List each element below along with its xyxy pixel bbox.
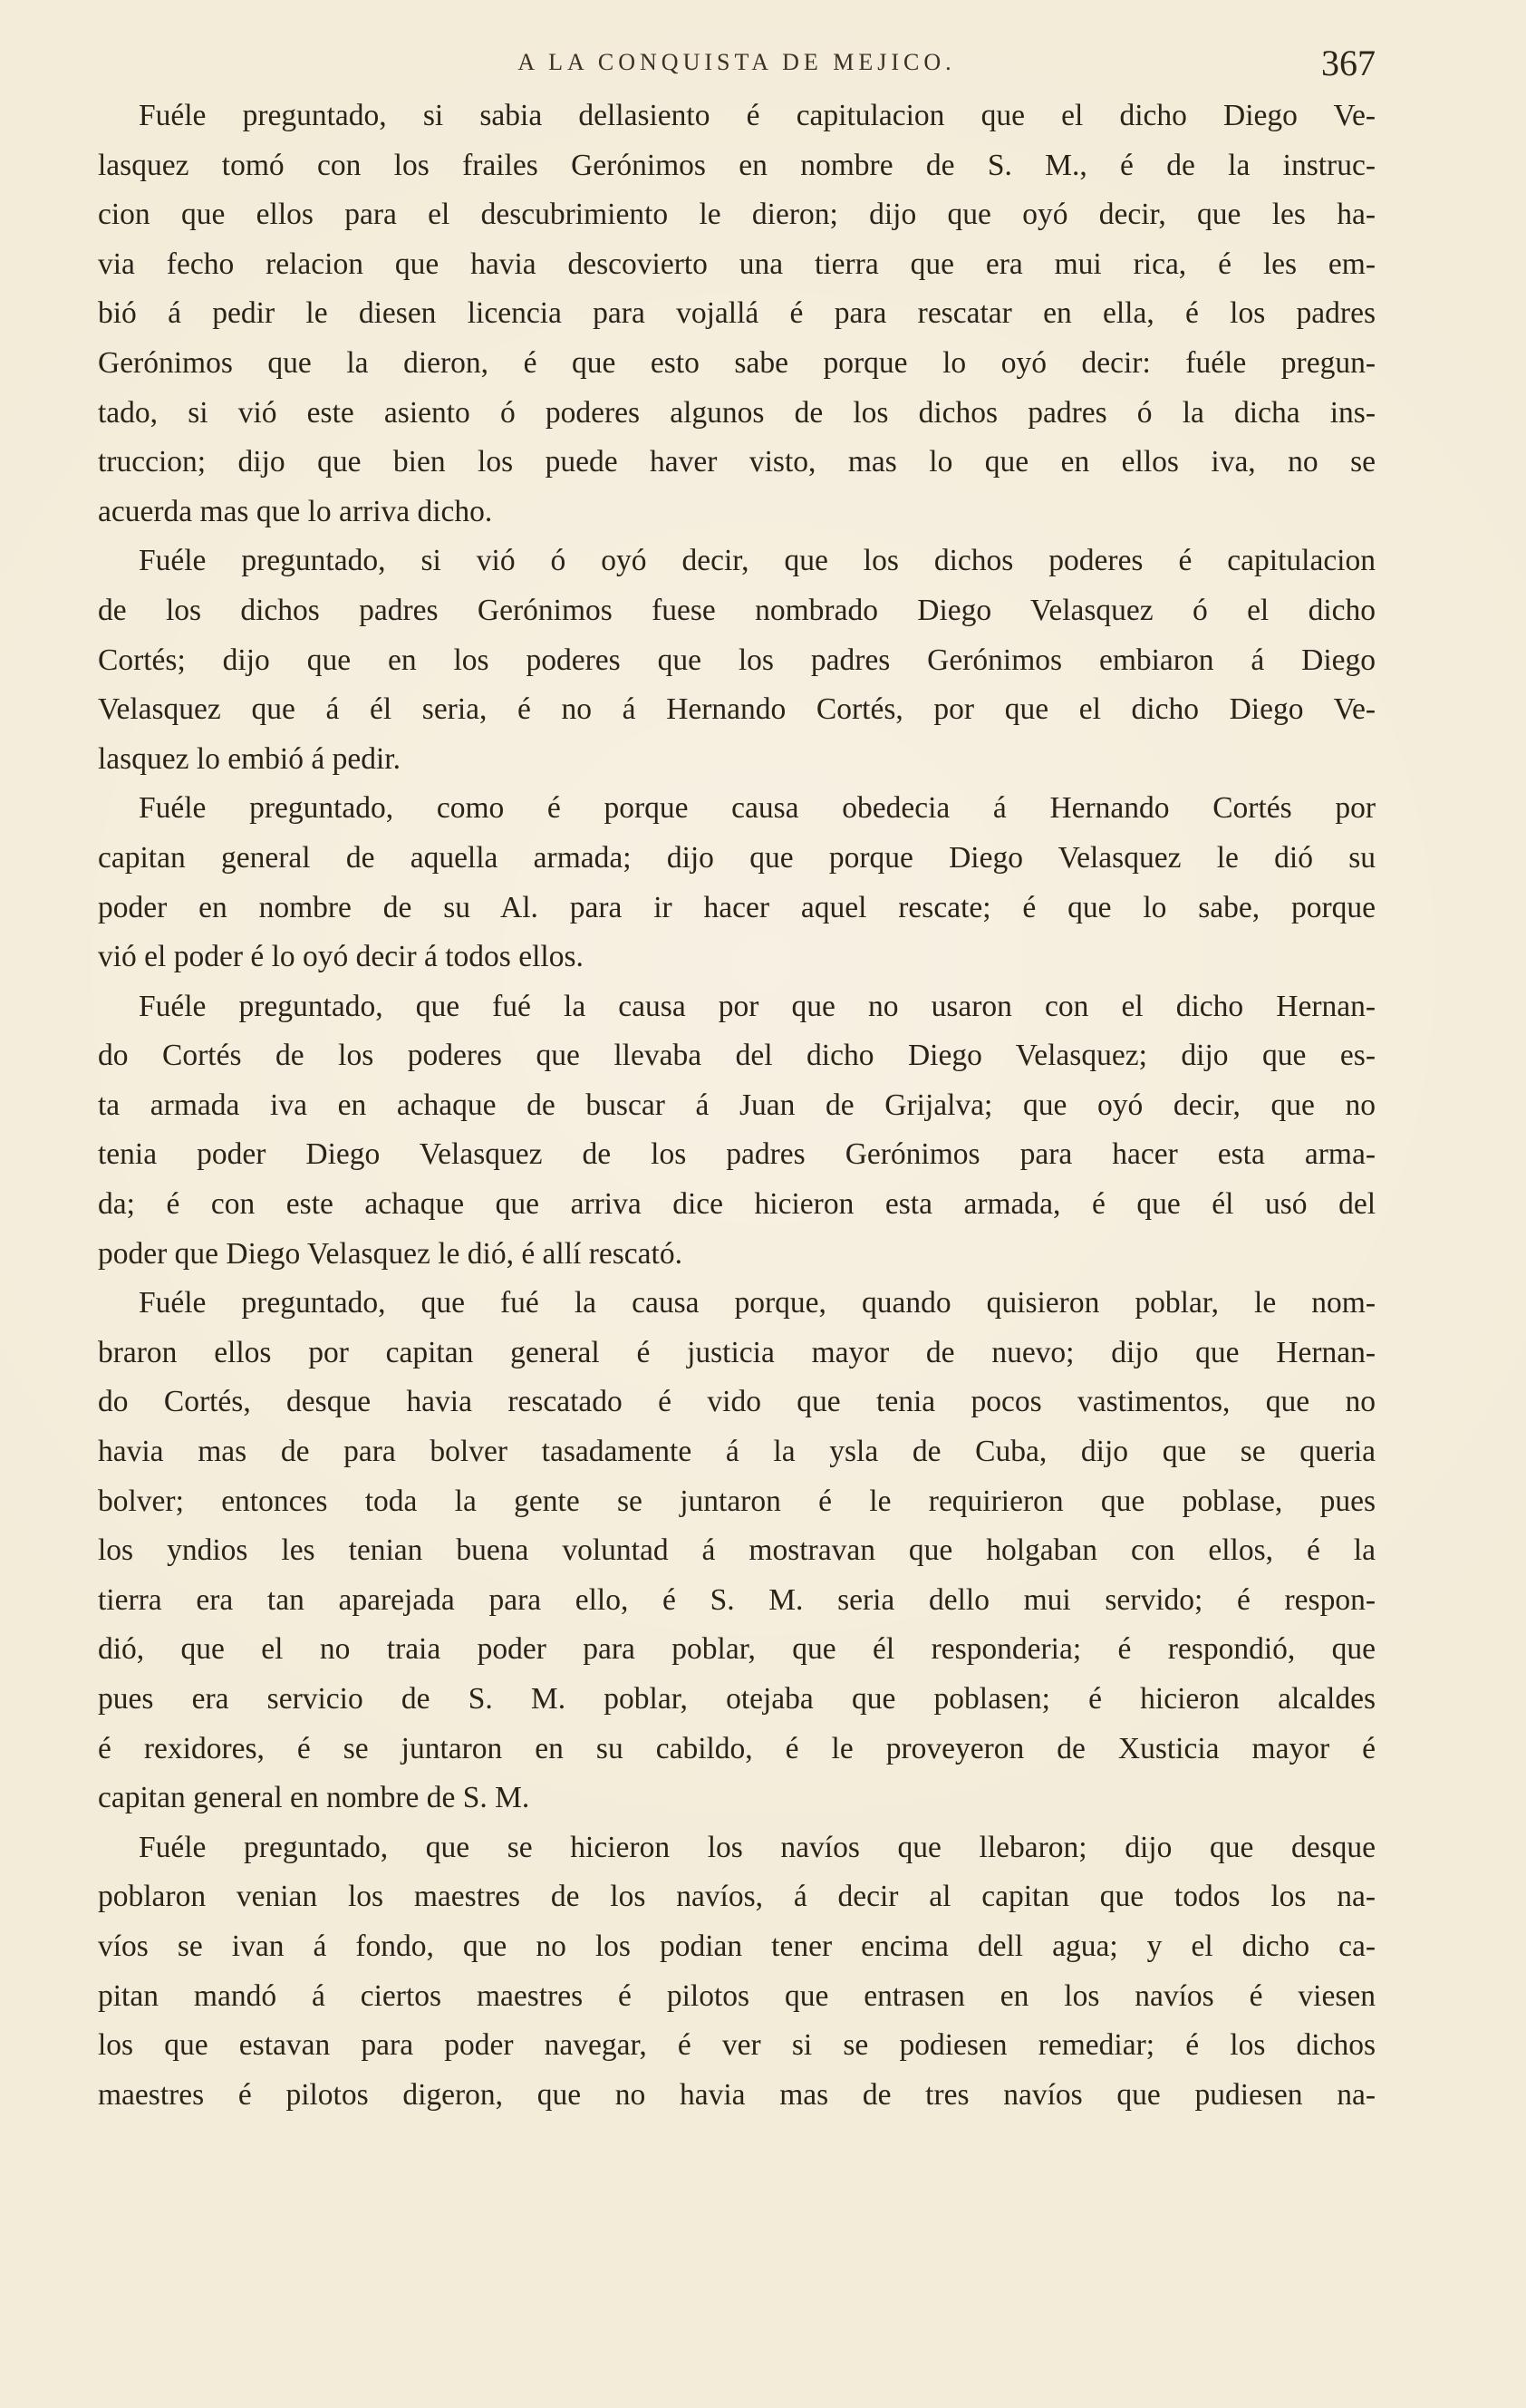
running-title: A LA CONQUISTA DE MEJICO. — [517, 49, 956, 75]
text-line: tierra era tan aparejada para ello, é S. M. seria dello mui servido; é respon- — [98, 1582, 1376, 1617]
text-line: tenia poder Diego Velasquez de los padres Gerónimos para hacer esta arma- — [98, 1137, 1376, 1172]
text-line: Fuéle preguntado, si sabia dellasiento é capitulacion que el dicho Diego Ve- — [139, 99, 1376, 132]
paragraph-5 — [98, 1279, 1376, 1823]
text-line: Fuéle preguntado, que fué la causa porque, quando quisieron poblar, le nom- — [139, 1286, 1376, 1320]
text-line: cion que ellos para el descubrimiento le dieron; dijo que oyó decir, que les ha- — [98, 198, 1376, 232]
text-line: capitan general de aquella armada; dijo que porque Diego Velasquez le dió su — [98, 840, 1376, 875]
page-number: 367 — [1321, 43, 1376, 83]
text-line: Fuéle preguntado, que se hicieron los navíos que llebaron; dijo que desque — [139, 1830, 1376, 1864]
paragraph-2 — [98, 537, 1376, 784]
text-line: lasquez lo embió á pedir. — [98, 741, 401, 776]
text-line: Fuéle preguntado, si vió ó oyó decir, que los dichos poderes é capitulacion — [139, 544, 1376, 578]
text-line: poder que Diego Velasquez le dió, é allí rescató. — [98, 1236, 682, 1271]
text-line: havia mas de para bolver tasadamente á la ysla de Cuba, dijo que se queria — [98, 1435, 1376, 1469]
paragraph-6 — [98, 1823, 1376, 2121]
text-line: los que estavan para poder navegar, é ver si se podiesen remediar; é los dichos — [98, 2028, 1376, 2063]
paragraph-4 — [98, 982, 1376, 1280]
paragraph-3 — [98, 784, 1376, 982]
text-line: acuerda mas que lo arriva dicho. — [98, 494, 493, 528]
text-line: Gerónimos que la dieron, é que esto sabe porque lo oyó decir: fuéle pregun- — [98, 345, 1376, 380]
text-line: do Cortés, desque havia rescatado é vido que tenia pocos vastimentos, que no — [98, 1385, 1376, 1419]
text-line: Fuéle preguntado, que fué la causa por que no usaron con el dicho Hernan- — [139, 989, 1376, 1023]
text-line: de los dichos padres Gerónimos fuese nombrado Diego Velasquez ó el dicho — [98, 593, 1376, 627]
text-line: tado, si vió este asiento ó poderes algunos de los dichos padres ó la dicha ins- — [98, 395, 1376, 430]
text-line: víos se ivan á fondo, que no los podian tener encima dell agua; y el dicho ca- — [98, 1929, 1376, 1963]
text-line: é rexidores, é se juntaron en su cabildo, é le proveyeron de Xusticia mayor é — [98, 1731, 1376, 1765]
text-line: dió, que el no traia poder para poblar, que él responderia; é respondió, que — [98, 1632, 1376, 1667]
text-line: los yndios les tenian buena voluntad á mostravan que holgaban con ellos, é la — [98, 1533, 1376, 1568]
text-line: poblaron venian los maestres de los navíos, á decir al capitan que todos los na- — [98, 1880, 1376, 1914]
text-line: pues era servicio de S. M. poblar, otejaba que poblasen; é hicieron alcaldes — [98, 1682, 1376, 1716]
text-line: Velasquez que á él seria, é no á Hernando Cortés, por que el dicho Diego Ve- — [98, 692, 1376, 727]
text-line: ta armada iva en achaque de buscar á Juan de Grijalva; que oyó decir, que no — [98, 1088, 1376, 1122]
body-text — [98, 92, 1376, 2120]
text-line: Cortés; dijo que en los poderes que los padres Gerónimos embiaron á Diego — [98, 643, 1376, 677]
paragraph-1 — [98, 92, 1376, 537]
text-line: bió á pedir le diesen licencia para vojallá é para rescatar en ella, é los padres — [98, 296, 1376, 331]
text-line: braron ellos por capitan general é justicia mayor de nuevo; dijo que Hernan- — [98, 1335, 1376, 1369]
text-line: via fecho relacion que havia descovierto una tierra que era mui rica, é les em- — [98, 247, 1376, 281]
text-line: do Cortés de los poderes que llevaba del dicho Diego Velasquez; dijo que es- — [98, 1039, 1376, 1073]
text-line: pitan mandó á ciertos maestres é pilotos que entrasen en los navíos é viesen — [98, 1978, 1376, 2013]
text-line: truccion; dijo que bien los puede haver visto, mas lo que en ellos iva, no se — [98, 445, 1376, 479]
text-line: Fuéle preguntado, como é porque causa obedecia á Hernando Cortés por — [139, 791, 1376, 826]
text-line: poder en nombre de su Al. para ir hacer aquel rescate; é que lo sabe, porque — [98, 890, 1376, 924]
running-head — [98, 45, 1376, 91]
text-line: vió el poder é lo oyó decir á todos ellos. — [98, 940, 584, 974]
text-line: da; é con este achaque que arriva dice hicieron esta armada, é que él usó del — [98, 1187, 1376, 1222]
text-line: capitan general en nombre de S. M. — [98, 1781, 530, 1815]
text-line: bolver; entonces toda la gente se juntaron é le requirieron que poblase, pues — [98, 1484, 1376, 1518]
text-line: lasquez tomó con los frailes Gerónimos en nombre de S. M., é de la instruc- — [98, 148, 1376, 182]
text-line: maestres é pilotos digeron, que no havia mas de tres navíos que pudiesen na- — [98, 2077, 1376, 2112]
